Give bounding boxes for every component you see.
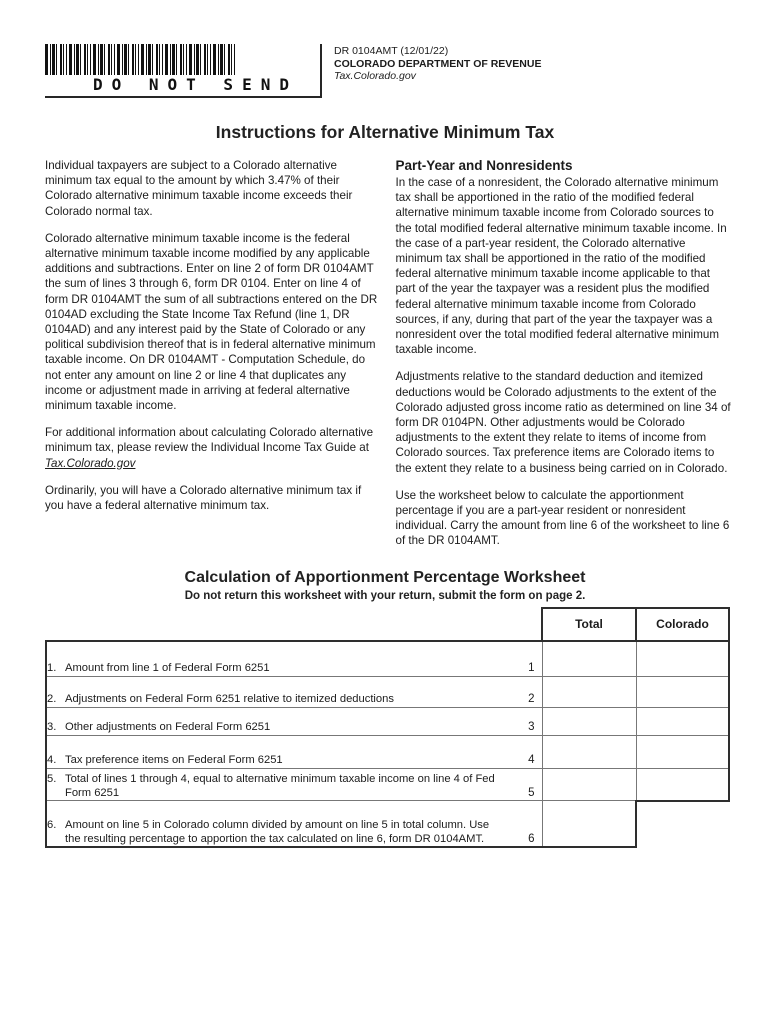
row-line-number: 1 — [528, 662, 535, 675]
table-row — [46, 641, 729, 677]
row-label: 4. — [47, 754, 57, 767]
colorado-value-cell — [636, 676, 729, 707]
row-description — [46, 676, 542, 707]
do-not-send-box — [45, 44, 322, 98]
paragraph: In the case of a nonresident, the Colorado alternative minimum tax shall be apportioned in the ratio of the modified federal alternative minimum taxable income from Colorado sources to the total modified federal alternative minimum taxable income. In the case of a part-year resident, the Colorado alternative minimum tax shall be apportioned in the ratio of the modified federal alternative minimum taxable income applicable to that part of the year the taxpayer was a resident plus the modified federal alternative minimum taxable income from Colorado sources, if any, during that part of the year the taxpayer was a nonresident over the total modified federal alternative minimum taxable income. — [395, 176, 727, 357]
table-row — [46, 735, 729, 768]
colorado-value-cell — [636, 768, 729, 801]
row-description — [46, 801, 542, 848]
colorado-value-cell — [636, 641, 729, 677]
form-number: DR 0104AMT (12/01/22) — [334, 45, 449, 57]
instructions-columns — [45, 158, 732, 549]
right-column — [396, 158, 733, 549]
section-heading: Part-Year and Nonresidents — [395, 158, 573, 173]
row-text: Total of lines 1 through 4, equal to alternative minimum taxable income on line 4 of Fed Form 6251 — [65, 773, 495, 799]
row-description — [46, 707, 542, 735]
row-line-number: 6 — [528, 832, 535, 845]
column-header-total: Total — [542, 608, 636, 641]
header-spacer-cell — [46, 608, 542, 641]
worksheet-subtitle: Do not return this worksheet with your return, submit the form on page 2. — [184, 589, 586, 602]
row-description — [46, 768, 542, 801]
apportionment-worksheet-table — [45, 607, 730, 849]
worksheet-title: Calculation of Apportionment Percentage Worksheet — [184, 568, 586, 586]
row-text: Amount from line 1 of Federal Form 6251 — [65, 662, 270, 675]
table-row — [46, 707, 729, 735]
colorado-value-cell — [636, 735, 729, 768]
do-not-send-label: DO NOT SEND — [93, 75, 298, 94]
paragraph-text: For additional information about calculating Colorado alternative minimum tax, please review the Individual Income Tax Guide at — [45, 426, 374, 455]
agency-website: Tax.Colorado.gov — [334, 70, 416, 82]
table-row — [46, 676, 729, 707]
total-value-cell — [542, 801, 636, 848]
empty-cell — [636, 801, 729, 848]
column-header-colorado: Colorado — [636, 608, 729, 641]
tax-colorado-gov-link[interactable]: Tax.Colorado.gov — [45, 456, 136, 470]
total-value-cell — [542, 768, 636, 801]
paragraph — [45, 425, 382, 471]
row-label: 3. — [47, 721, 57, 734]
barcode-icon — [45, 44, 235, 75]
total-value-cell — [542, 707, 636, 735]
left-column — [45, 158, 382, 549]
row-label: 5. — [47, 773, 57, 786]
agency-name: COLORADO DEPARTMENT OF REVENUE — [334, 57, 542, 70]
paragraph: Colorado alternative minimum taxable income is the federal alternative minimum taxable income modified by any applicable additions and subtractions. Enter on line 2 of form DR 0104AMT the sum of lines 3 through 6, form DR 0104. Enter on line 4 of form DR 0104AMT the sum of all subtractions entered on the DR 0104AD excluding the State Income Tax Refund (line 1, DR 0104AD) and any interest paid by the State of Colorado or any political subdivision thereof that is in federal alternative minimum taxable income. On DR 0104AMT - Computation Schedule, do not enter any amount on line 2 or line 4 that duplicates any income or adjustment made in arriving at federal alternative minimum taxable income. — [45, 231, 378, 413]
paragraph: Use the worksheet below to calculate the apportionment percentage if you are a part-year resident or nonresident individual. Carry the amount from line 6 of the worksheet to line 6 of the DR 0104AMT. — [395, 488, 730, 548]
colorado-value-cell — [636, 707, 729, 735]
row-description — [46, 641, 542, 677]
table-row — [46, 801, 729, 848]
row-line-number: 3 — [528, 721, 535, 734]
row-text: Other adjustments on Federal Form 6251 — [65, 721, 271, 734]
row-line-number: 5 — [528, 786, 535, 799]
row-line-number: 2 — [528, 693, 535, 706]
paragraph: Ordinarily, you will have a Colorado alternative minimum tax if you have a federal alternative minimum tax. — [45, 483, 362, 513]
page-title: Instructions for Alternative Minimum Tax — [215, 122, 555, 142]
row-label: 6. — [47, 819, 57, 832]
table-header-row — [46, 608, 729, 641]
row-label: 1. — [47, 662, 57, 675]
row-label: 2. — [47, 693, 57, 706]
paragraph: Adjustments relative to the standard deduction and itemized deductions would be Colorado adjustments to the extent of the Colorado adjusted gross income ratio as determined on line 34 of form DR 0104PN. Other adjustments would be Colorado adjustments to the extent they relate to items of income from Colorado sources. Tax preference items are Colorado items to the extent they relate to a business being carried on in Colorado. — [395, 370, 731, 475]
paragraph: Individual taxpayers are subject to a Colorado alternative minimum tax equal to the amount by which 3.47% of their Colorado alternative minimum taxable income exceeds their Colorado normal tax. — [45, 159, 353, 218]
row-description — [46, 735, 542, 768]
table-row — [46, 768, 729, 801]
row-text: Amount on line 5 in Colorado column divided by amount on line 5 in total column. Use the resulting percentage to apportion the tax calculated on line 6, form DR 0104AMT. — [65, 819, 490, 845]
total-value-cell — [542, 641, 636, 677]
total-value-cell — [542, 676, 636, 707]
row-line-number: 4 — [528, 754, 535, 767]
agency-block — [322, 44, 541, 98]
row-text: Tax preference items on Federal Form 6251 — [65, 754, 283, 767]
row-text: Adjustments on Federal Form 6251 relative to itemized deductions — [65, 693, 394, 706]
total-value-cell — [542, 735, 636, 768]
page-header — [45, 44, 728, 98]
